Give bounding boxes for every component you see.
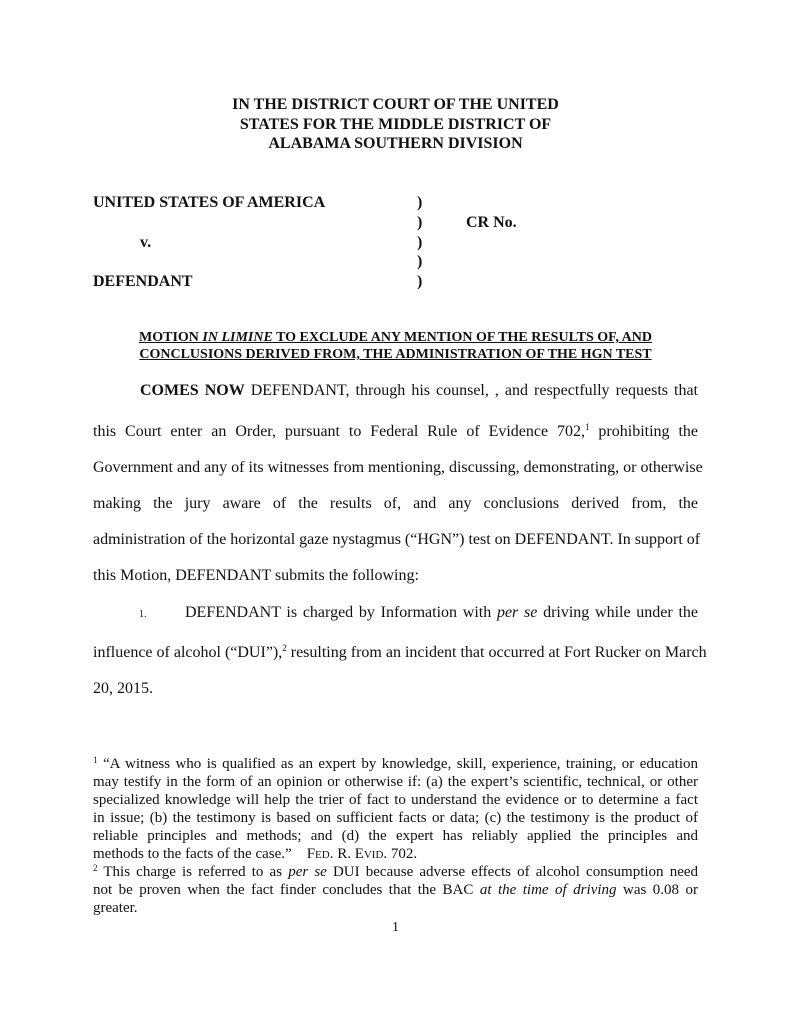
body-text: driving while under the	[537, 604, 698, 621]
body-text: this Court enter an Order, pursuant to Federal Rule of Evidence 702,	[93, 423, 586, 440]
footnote-text: This charge is referred to as	[103, 864, 289, 880]
footnote-text: was 0.08 or	[616, 882, 698, 898]
footnote-line: may testify in the form of an opinion or otherwise if: (a) the expert’s scientific, technical, or other	[93, 774, 698, 790]
body-text: prohibiting the	[589, 423, 699, 440]
caption-paren: )	[417, 194, 423, 211]
footnote-line: reliable principles and methods; and (d) the expert has reliably applied the principles and	[93, 828, 698, 844]
caption-paren: )	[417, 273, 423, 290]
motion-title-text: MOTION	[139, 330, 203, 345]
motion-title-line-1	[60, 329, 731, 346]
footnote-text: methods to the facts of the case.”	[93, 846, 292, 862]
footnote-ref[interactable]: 2	[282, 643, 287, 653]
body-text: DEFENDANT is charged by Information with	[185, 604, 497, 621]
footnote-text: not be proven when the fact finder concludes that the BAC	[93, 882, 480, 898]
body-line: administration of the horizontal gaze nystagmus (“HGN”) test on DEFENDANT. In support of	[93, 531, 701, 548]
body-line: making the jury aware of the results of, and any conclusions derived from, the	[93, 495, 698, 512]
body-line	[93, 643, 707, 663]
motion-title-italic: IN LIMINE	[202, 330, 273, 345]
body-line	[93, 381, 698, 401]
versus-label: v.	[140, 234, 152, 251]
case-number-label: CR No.	[466, 214, 517, 231]
footnote-mark: 2	[93, 863, 98, 873]
footnote-ref[interactable]: 1	[585, 422, 590, 432]
motion-title-line-2: CONCLUSIONS DERIVED FROM, THE ADMINISTRATION OF THE HGN TEST	[139, 347, 652, 362]
body-text: influence of alcohol (“DUI”),	[93, 644, 283, 661]
caption-paren: )	[417, 214, 423, 231]
footnote-text: DUI because adverse effects of alcohol consumption need	[326, 864, 699, 880]
footnote-line: specialized knowledge will help the trier of fact to understand the evidence or to determine a fact	[93, 792, 698, 808]
motion-title-text: TO EXCLUDE ANY MENTION OF THE RESULTS OF, AND	[272, 330, 652, 345]
court-heading-line-2: STATES FOR THE MIDDLE DISTRICT OF	[239, 115, 552, 133]
plaintiff-name: UNITED STATES OF AMERICA	[93, 194, 326, 211]
footnote-mark: 1	[93, 755, 98, 765]
rule-citation: Fed. R. Evid. 702.	[306, 846, 418, 862]
footnote-text: “A witness who is qualified as an expert by knowledge, skill, experience, training, or education	[102, 756, 698, 772]
footnote-line	[93, 846, 698, 863]
footnote-line	[93, 882, 698, 899]
body-line: this Motion, DEFENDANT submits the following:	[93, 567, 419, 584]
body-italic: per se	[496, 604, 538, 621]
court-heading-line-3: ALABAMA SOUTHERN DIVISION	[268, 135, 523, 152]
court-heading	[0, 95, 791, 154]
body-line: Government and any of its witnesses from mentioning, discussing, demonstrating, or otherwise	[93, 459, 703, 476]
footnote-line: greater.	[93, 900, 138, 916]
court-heading-line-1: IN THE DISTRICT COURT OF THE UNITED	[232, 96, 559, 113]
motion-title	[60, 329, 731, 363]
body-text: DEFENDANT, through his counsel, , and respectfully requests that	[244, 382, 698, 399]
item-number: 1.	[139, 609, 147, 620]
caption-paren: )	[417, 234, 423, 251]
defendant-name: DEFENDANT	[93, 273, 193, 290]
numbered-item-1	[93, 603, 698, 625]
footnote-line: in issue; (b) the testimony is based on sufficient facts or data; (c) the testimony is the product of	[93, 810, 698, 826]
body-line: 20, 2015.	[93, 680, 153, 697]
footnote-italic: at the time of driving	[479, 882, 617, 898]
caption-paren: )	[417, 253, 423, 270]
footnote-italic: per se	[288, 864, 327, 880]
footnote-1	[93, 756, 698, 773]
body-text: resulting from an incident that occurred at Fort Rucker on March	[286, 644, 707, 661]
page-number: 1	[392, 920, 399, 935]
footnote-2	[93, 864, 698, 881]
comes-now-lead: COMES NOW	[140, 382, 245, 399]
stray-mark	[105, 699, 107, 701]
body-line	[93, 422, 698, 442]
